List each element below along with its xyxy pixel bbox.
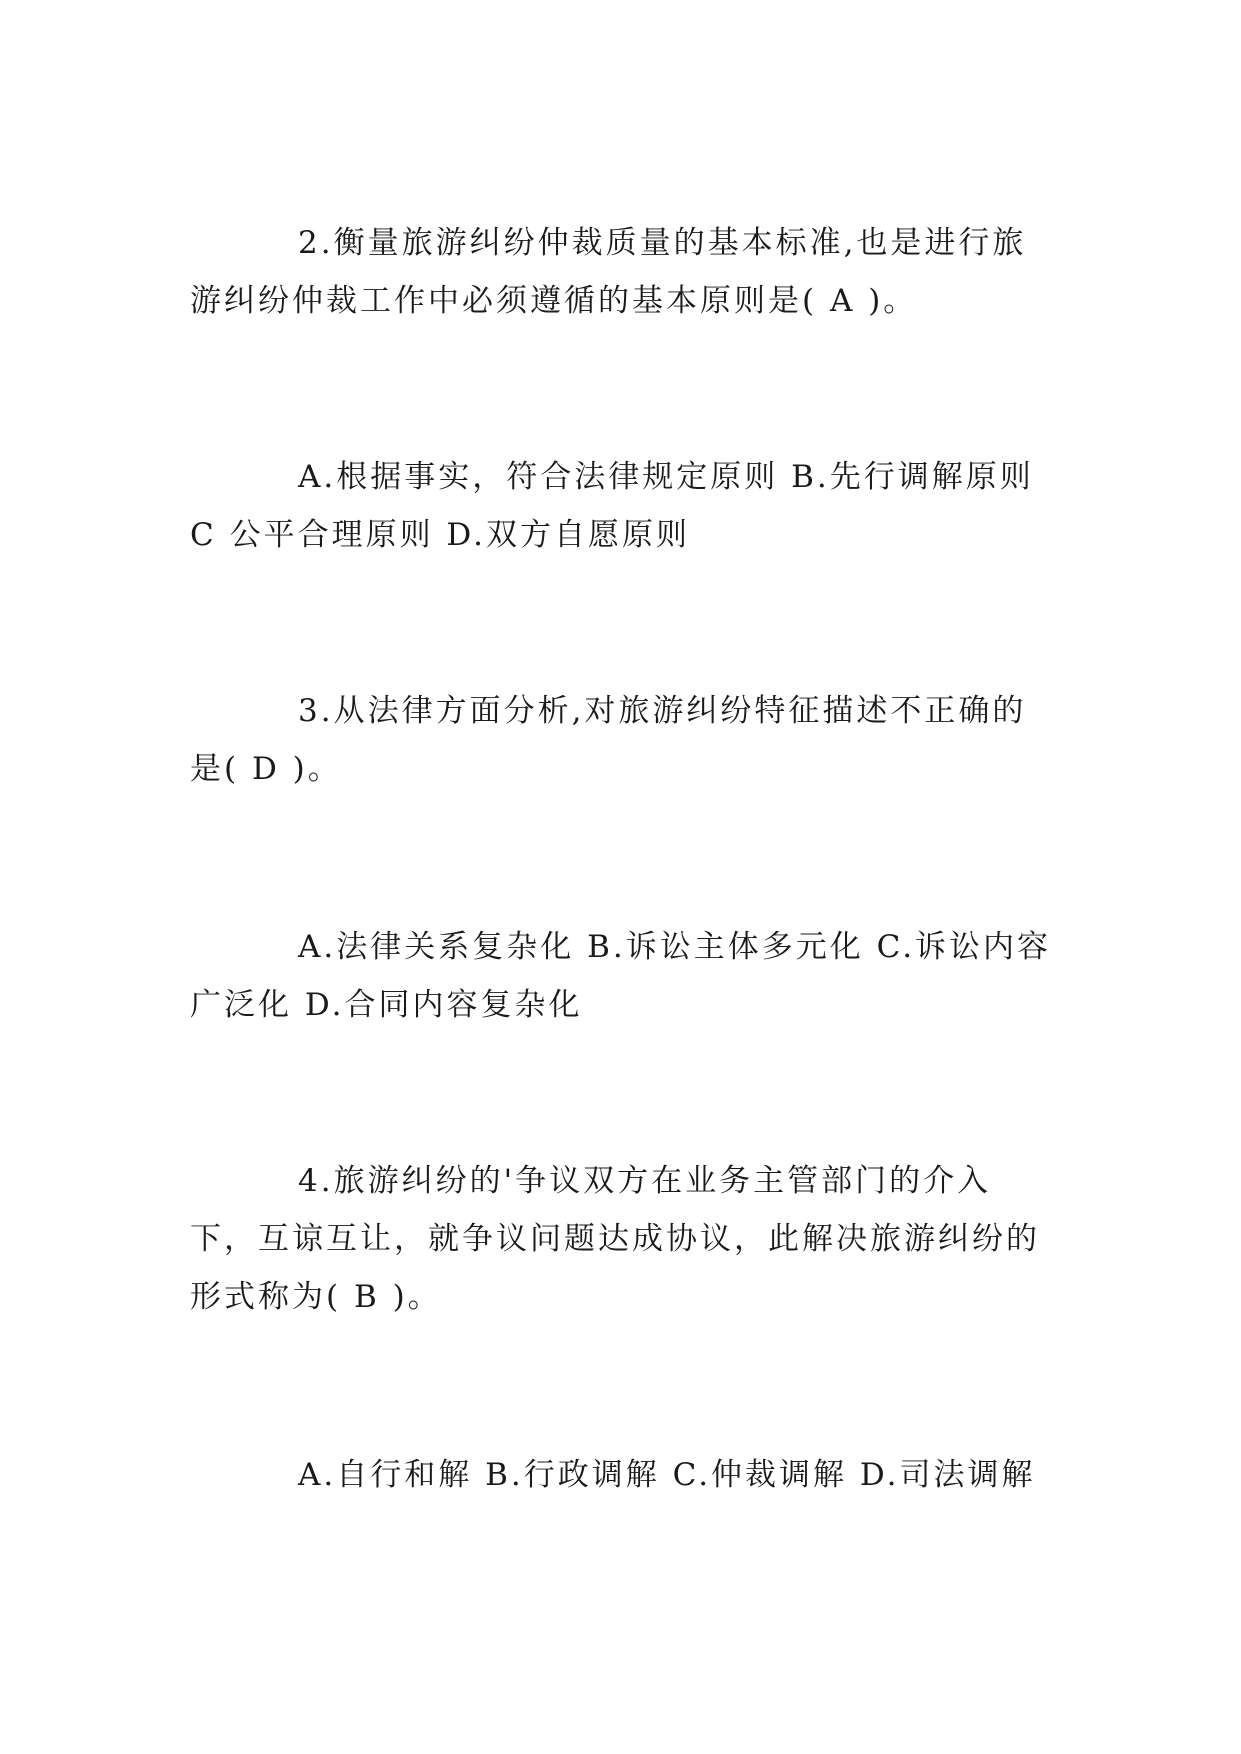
question-4-text: 4.旅游纠纷的'争议双方在业务主管部门的介入下，互谅互让，就争议问题达成协议，此解决旅游纠纷的形式称为( B )。 (190, 1163, 1040, 1315)
question-2-options: A.根据事实，符合法律规定原则 B.先行调解原则 C 公平合理原则 D.双方自愿原则 (190, 459, 1034, 553)
question-3-text: 3.从法律方面分析,对旅游纠纷特征描述不正确的是( D )。 (190, 693, 1027, 787)
question-3-options: A.法律关系复杂化 B.诉讼主体多元化 C.诉讼内容广泛化 D.合同内容复杂化 (190, 929, 1052, 1023)
question-2-text: 2.衡量旅游纠纷仲裁质量的基本标准,也是进行旅游纠纷仲裁工作中必须遵循的基本原则是( A )。 (190, 225, 1027, 319)
question-4-options: A.自行和解 B.行政调解 C.仲裁调解 D.司法调解 (298, 1457, 1036, 1493)
